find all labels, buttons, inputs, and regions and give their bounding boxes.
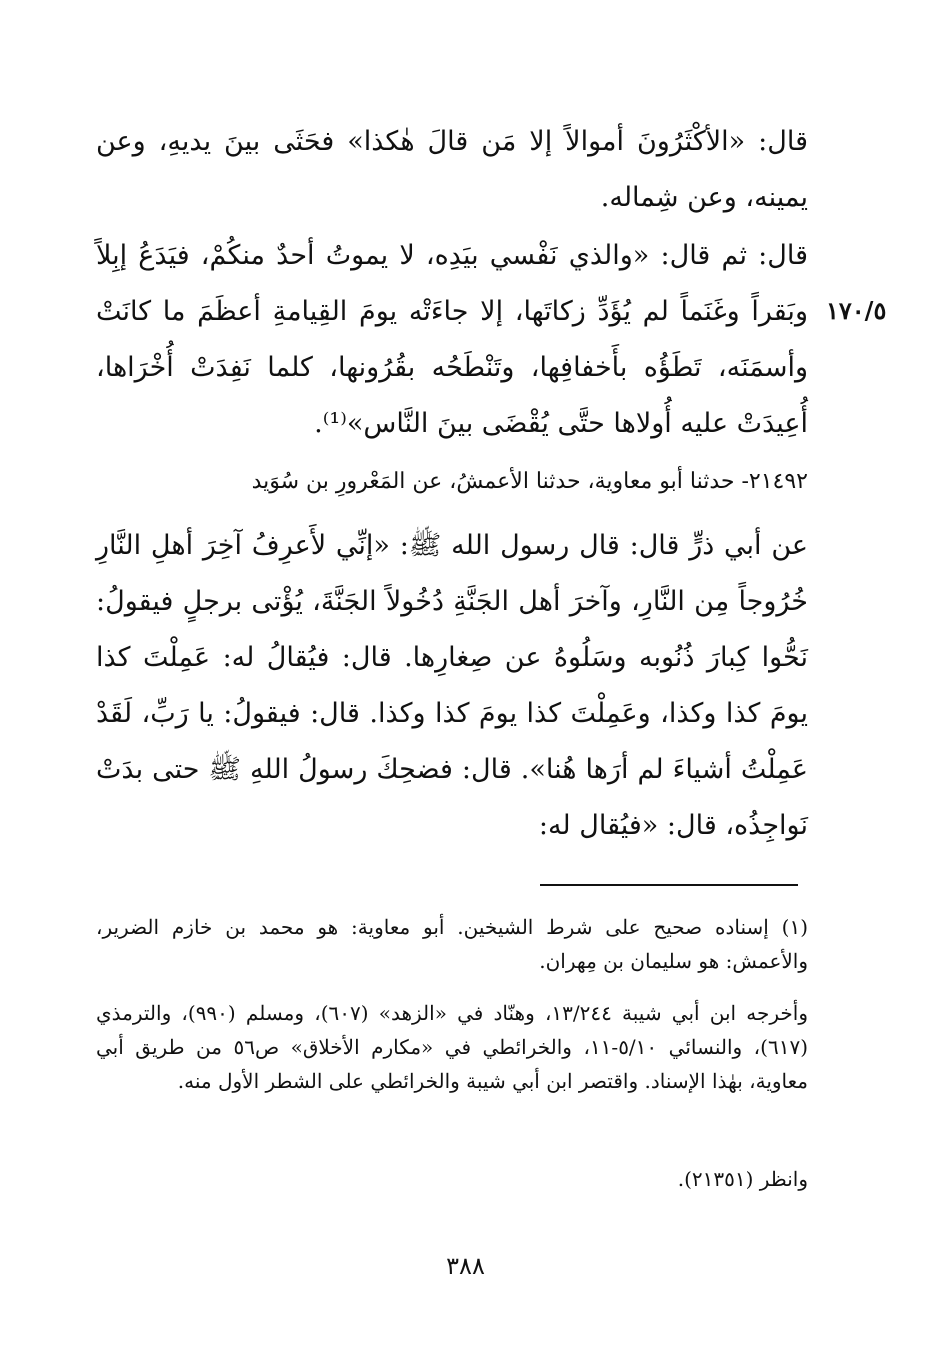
footnote-text: وأخرجه ابن أبي شيبة ١٣/٢٤٤، وهنّاد في «الزهد» (٦٠٧)، ومسلم (٩٩٠)، والترمذي (٦١٧)، والنسائي ٥/١٠-١١، والخرائطي في «مكارم الأخلاق» ص٥٦ من طريق أبي معاوية، بهٰذا الإسناد. واقتصر ابن أبي شيبة والخرائطي على الشطر الأول منه.: [96, 1001, 808, 1093]
paragraph-text: ٢١٤٩٢- حدثنا أبو معاوية، حدثنا الأعمشُ، عن المَعْرورِ بن سُوَيد: [251, 469, 808, 494]
footnote-text: (١) إسناده صحيح على شرط الشيخين. أبو معاوية: هو محمد بن خازم الضرير، والأعمش: هو سليمان بن مِهران.: [96, 915, 808, 973]
main-text-paragraph-4: [96, 518, 808, 854]
paragraph-text: عن أبي ذرٍّ قال: قال رسول الله ﷺ: «إنِّي لأَعرِفُ آخِرَ أهلِ النَّارِ خُرُوجاً مِن النَّارِ، وآخرَ أهل الجَنَّةِ دُخُولاً الجَنَّةَ، يُؤْتى برجلٍ فيقولُ: نَحُّوا كِبارَ ذُنُوبه وسَلُوهُ عن صِغارِها. قال: فيُقالُ له: عَمِلْتَ كذا يومَ كذا وكذا، وعَمِلْتَ كذا يومَ كذا وكذا. قال: فيقولُ: يا رَبِّ، لَقَدْ عَمِلْتُ أشياءَ لم أرَها هُنا». قال: فضحِكَ رسولُ اللهِ ﷺ حتى بدَتْ نَواجِذُه، قال: «فيُقال له:: [96, 530, 808, 841]
footnote-1: [96, 910, 808, 978]
main-text-paragraph-2: [96, 228, 808, 452]
footnote-divider: [540, 884, 798, 886]
footnote-3: [96, 1162, 808, 1196]
hadith-isnad-heading: [96, 462, 808, 502]
footnote-2: [96, 996, 808, 1098]
page-number: ٣٨٨: [446, 1252, 485, 1280]
paragraph-text: قال: «الأكْثَرُونَ أموالاً إلا مَن قالَ هٰكذا» فحَثَى بينَ يديهِ، وعن يمينه، وعن شِماله.: [96, 126, 808, 213]
footnote-text: وانظر (٢١٣٥١).: [677, 1167, 808, 1191]
paragraph-text: قال: ثم قال: «والذي نَفْسي بيَدِه، لا يموتُ أحدٌ منكُمْ، فيَدَعُ إبِلاً وبَقراً وغَنَماً لم يُؤَدِّ زكاتَها، إلا جاءَتْه يومَ القِيامةِ أعظَمَ ما كانَتْ وأسمَنَه، تَطَؤُه بأَخفافِها، وتَنْطَحُه بقُرُونها، كلما نَفِدَتْ أُخْرَاها، أُعِيدَتْ عليه أُولاها حتَّى يُقْضَى بينَ النَّاس»⁽¹⁾.: [96, 240, 808, 439]
main-text-paragraph-1: [96, 114, 808, 226]
margin-reference-number: ١٧٠/٥: [826, 296, 887, 325]
